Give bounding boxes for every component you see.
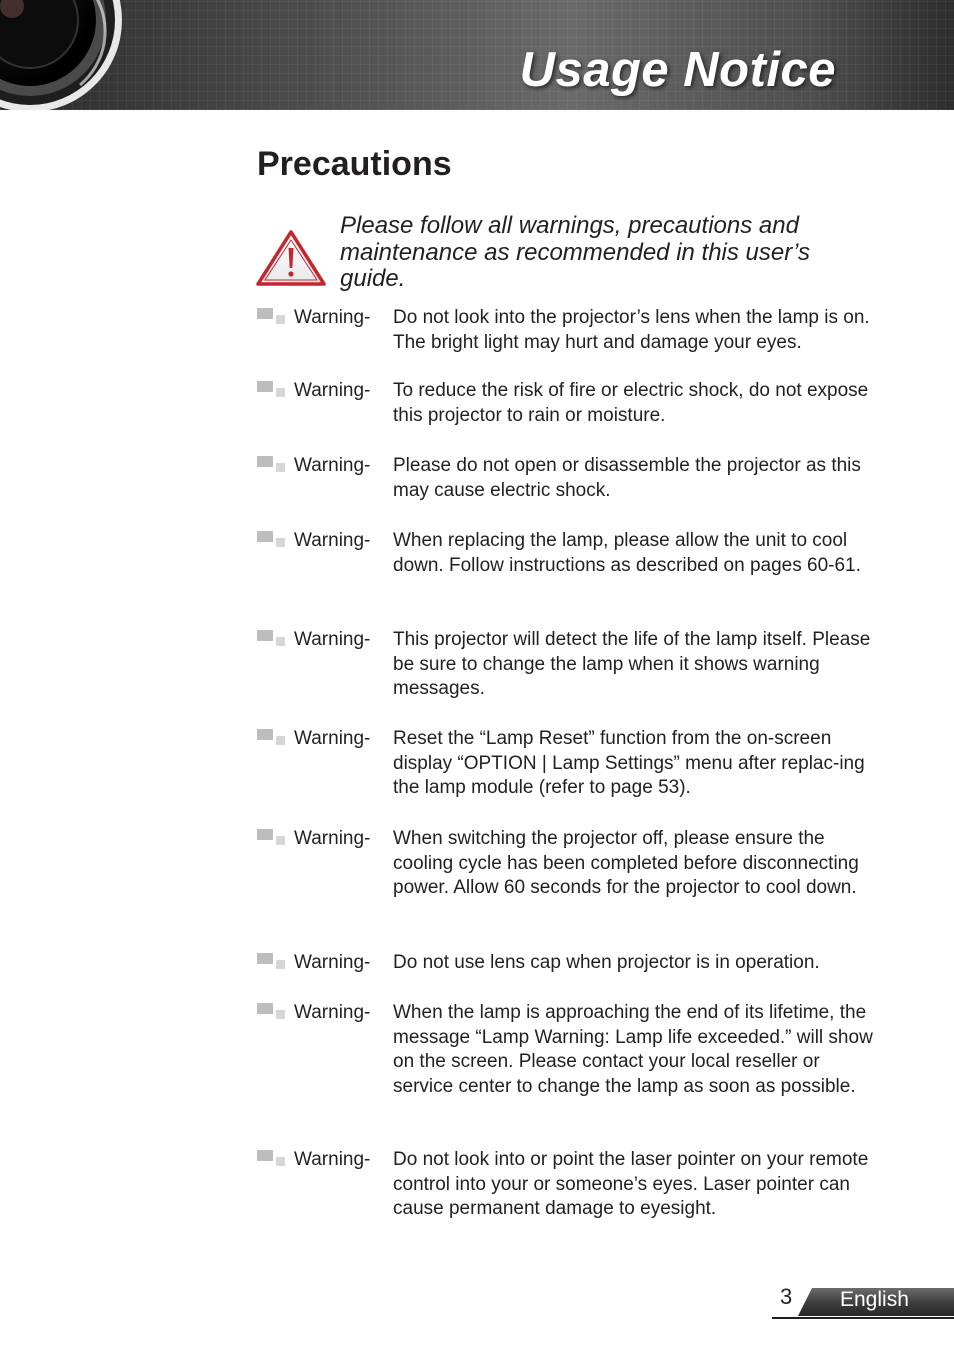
warning-label: Warning- bbox=[294, 629, 371, 650]
page-footer bbox=[772, 1286, 954, 1320]
warning-label: Warning- bbox=[294, 828, 371, 849]
warning-text: Do not look into the projector’s lens when the lamp is on. The bright light may hurt and damage your eyes. bbox=[393, 307, 870, 353]
warning-text: Do not look into or point the laser pointer on your remote control into your or someone’s eyes. Laser pointer can cause permanent damage to eyesight. bbox=[393, 1149, 869, 1219]
warning-text: Do not use lens cap when projector is in operation. bbox=[393, 952, 820, 973]
bullet-icon bbox=[257, 953, 287, 969]
projector-lens-icon bbox=[0, 0, 130, 110]
warning-text: Reset the “Lamp Reset” function from the on-screen display “OPTION | Lamp Settings” menu after replac-ing the lamp module (refer to page 53). bbox=[393, 728, 865, 798]
warning-text: This projector will detect the life of the lamp itself. Please be sure to change the lamp when it shows warning messages. bbox=[393, 629, 871, 699]
warning-text: When replacing the lamp, please allow the unit to cool down. Follow instructions as described on pages 60-61. bbox=[393, 530, 861, 576]
bullet-icon bbox=[257, 531, 287, 547]
bullet-icon bbox=[257, 381, 287, 397]
bullet-icon bbox=[257, 829, 287, 845]
warning-label: Warning- bbox=[294, 530, 371, 551]
warning-label: Warning- bbox=[294, 455, 371, 476]
page-header bbox=[0, 0, 954, 110]
bullet-icon bbox=[257, 308, 287, 324]
warning-label: Warning- bbox=[294, 1002, 371, 1023]
bullet-icon bbox=[257, 729, 287, 745]
bullet-icon bbox=[257, 1150, 287, 1166]
intro-text: Please follow all warnings, precautions and maintenance as recommended in this user’s guide. bbox=[340, 212, 811, 292]
bullet-icon bbox=[257, 456, 287, 472]
warning-label: Warning- bbox=[294, 307, 371, 328]
warning-text: When the lamp is approaching the end of its lifetime, the message “Lamp Warning: Lamp life exceeded.” will show on the screen. Please contact your local reseller or service center to change the lamp as soon as possible. bbox=[393, 1002, 873, 1097]
page-number: 3 bbox=[780, 1284, 793, 1309]
warning-label: Warning- bbox=[294, 728, 371, 749]
warning-label: Warning- bbox=[294, 380, 371, 401]
warning-text: Please do not open or disassemble the projector as this may cause electric shock. bbox=[393, 455, 861, 501]
warning-label: Warning- bbox=[294, 1149, 371, 1170]
bullet-icon bbox=[257, 630, 287, 646]
page-header-title: Usage Notice bbox=[519, 43, 836, 97]
warning-text: To reduce the risk of fire or electric shock, do not expose this projector to rain or moisture. bbox=[393, 380, 869, 426]
footer-divider bbox=[772, 1317, 954, 1319]
warning-text: When switching the projector off, please ensure the cooling cycle has been completed before disconnecting power. Allow 60 seconds for the projector to cool down. bbox=[393, 828, 859, 898]
warning-label: Warning- bbox=[294, 952, 371, 973]
warning-triangle-icon bbox=[255, 228, 327, 288]
bullet-icon bbox=[257, 1003, 287, 1019]
section-title: Precautions bbox=[257, 145, 452, 183]
footer-language: English bbox=[840, 1288, 909, 1311]
